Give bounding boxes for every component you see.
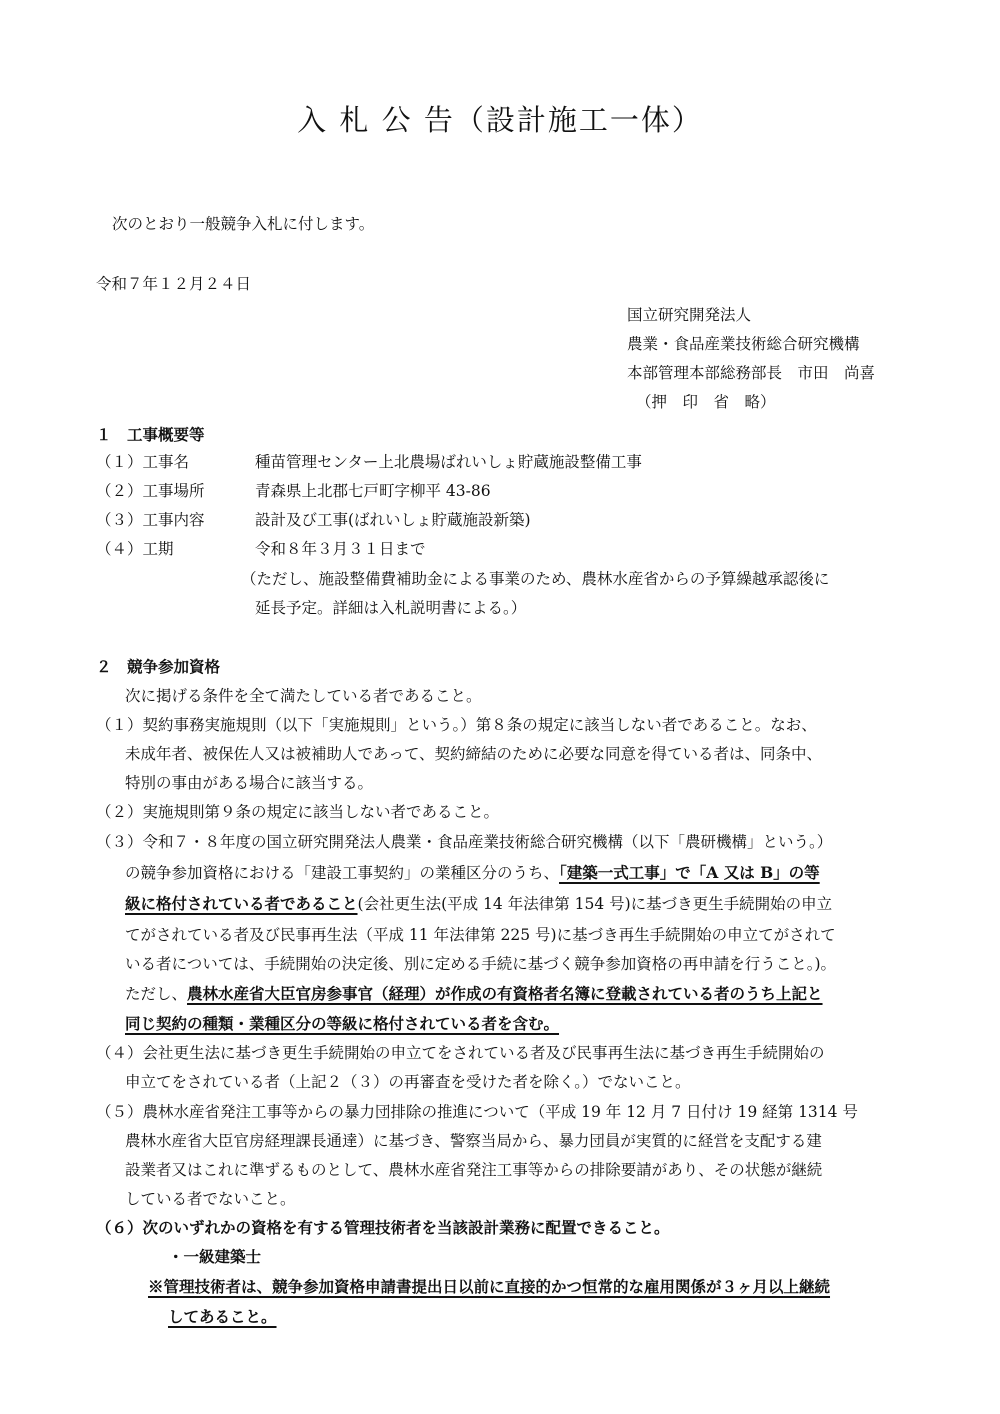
item2-label: （２）工事場所 (96, 482, 205, 500)
para3-line2-emphasis: 「建築一式工事」で「A 又は B」の等 (559, 863, 820, 882)
intro-text: 次のとおり一般競争入札に付します。 (112, 215, 375, 233)
section2-heading: ２ 競争参加資格 (96, 657, 221, 676)
para3-line4: てがされている者及び民事再生法（平成 11 年法律第 225 号)に基づき再生手続開始の申立てがされて (125, 926, 836, 944)
para4-line1: （４）会社更生法に基づき更生手続開始の申立てをされている者及び民事再生法に基づき再生手続開始の (96, 1044, 825, 1062)
para1-line3: 特別の事由がある場合に該当する。 (125, 774, 374, 792)
para3-line2 (125, 862, 820, 884)
para3-line5: いる者については、手続開始の決定後、別に定める手続に基づく競争参加資格の再申請を行うこと。)。 (125, 955, 836, 973)
item4-label: （４）工期 (96, 540, 174, 558)
para5-line3: 設業者又はこれに準ずるものとして、農林水産省発注工事等からの排除要請があり、その状態が継続 (125, 1161, 823, 1179)
para5-line4: している者でないこと。 (125, 1190, 296, 1208)
issuer-person: 本部管理本部総務部長 市田 尚喜 (627, 364, 876, 382)
item4-note-line1: （ただし、施設整備費補助金による事業のため、農林水産省からの予算繰越承認後に (241, 570, 830, 588)
para3-line3 (125, 893, 832, 915)
notice-date: 令和７年１２月２４日 (96, 275, 252, 293)
item1-label: （１）工事名 (96, 453, 190, 471)
para6: （６）次のいずれかの資格を有する管理技術者を当該設計業務に配置できること。 (96, 1218, 670, 1237)
page-title: 入 札 公 告（設計施工一体） (297, 103, 703, 137)
issuer-org1: 国立研究開発法人 (627, 306, 752, 324)
para5-line2: 農林水産省大臣官房経理課長通達）に基づき、警察当局から、暴力団員が実質的に経営を支配する建 (125, 1132, 822, 1150)
item3-label: （３）工事内容 (96, 511, 205, 529)
item4-value: 令和８年３月３１日まで (255, 540, 426, 558)
para6-qualification-item: ・一級建築士 (168, 1247, 262, 1266)
para1-line1: （１）契約事務実施規則（以下「実施規則」という。）第８条の規定に該当しない者であること。なお、 (96, 716, 817, 734)
para3-line7: 同じ契約の種類・業種区分の等級に格付されている者を含む。 (125, 1014, 560, 1033)
para3-line3-emphasis: 級に格付されている者であること (125, 894, 358, 913)
issuer-seal-note: （押 印 省 略） (636, 393, 776, 411)
para3-line2-text: の競争参加資格における「建設工事契約」の業種区分のうち、 (125, 864, 560, 882)
para5-line1: （５）農林水産省発注工事等からの暴力団排除の推進について（平成 19 年 12 月 7 日付け 19 経第 1314 号 (96, 1103, 858, 1121)
para3-line6-text: ただし、 (125, 985, 188, 1003)
section2-lead: 次に掲げる条件を全て満たしている者であること。 (125, 687, 482, 705)
item1-value: 種苗管理センター上北農場ばれいしょ貯蔵施設整備工事 (255, 453, 642, 471)
para1-line2: 未成年者、被保佐人又は被補助人であって、契約締結のために必要な同意を得ている者は、同条中、 (125, 745, 823, 763)
para3-line1: （３）令和７・８年度の国立研究開発法人農業・食品産業技術総合研究機構（以下「農研機構」という。） (96, 833, 833, 851)
issuer-org2: 農業・食品産業技術総合研究機構 (627, 335, 860, 353)
section1-heading: １ 工事概要等 (96, 425, 205, 444)
item4-note-line2: 延長予定。詳細は入札説明書による。） (255, 599, 527, 617)
para6-note-line1: ※管理技術者は、競争参加資格申請書提出日以前に直接的かつ恒常的な雇用関係が３ヶ月以上継続 (148, 1277, 831, 1296)
para2: （２）実施規則第９条の規定に該当しない者であること。 (96, 803, 500, 821)
para3-line6 (125, 983, 823, 1005)
para3-line6-emphasis: 農林水産省大臣官房参事官（経理）が作成の有資格者名簿に登載されている者のうち上記と (187, 984, 823, 1003)
para6-note-line2: してあること。 (168, 1307, 277, 1326)
para3-line3-text: (会社更生法(平成 14 年法律第 154 号)に基づき更生手続開始の申立 (357, 895, 833, 913)
item2-value: 青森県上北郡七戸町字柳平 43-86 (255, 482, 491, 500)
para4-line2: 申立てをされている者（上記２（３）の再審査を受けた者を除く。）でないこと。 (125, 1073, 691, 1091)
item3-value: 設計及び工事(ばれいしょ貯蔵施設新築) (255, 511, 531, 529)
